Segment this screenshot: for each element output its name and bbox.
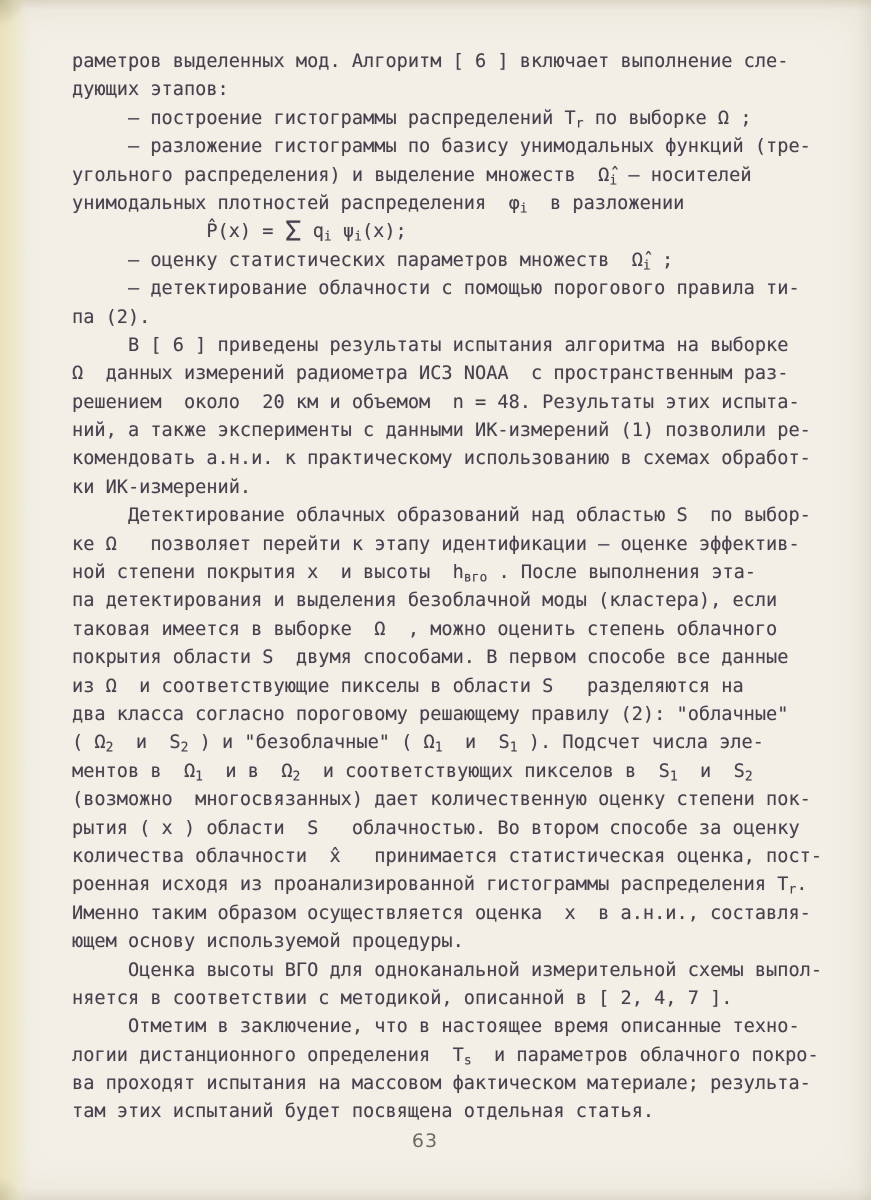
text-line: таковая имеется в выборке Ω , можно оценить степень облачного [72,618,778,640]
text-line: Отметим в заключение, что в настоящее время описанные техно- [72,1016,800,1038]
text-line: раметров выделенных мод. Алгоритм [ 6 ] включает выполнение сле- [72,51,789,72]
text-line: – разложение гистограммы по базису унимодальных функций (тре- [72,136,811,158]
text-line: ментов в $\Omega_1$ и в $\Omega_2$ и соответствующих пикселов в $S_1$ и $S_2$ [72,760,753,785]
text-line: покрытия области S двумя способами. В первом способе все данные [72,647,789,669]
text-line: (возможно многосвязанных) дает количественную оценку степени пок- [72,789,811,811]
text-line: – оценку статистических параметров множеств $\Omegâ_i$ ; [72,249,674,274]
text-line: угольного распределения) и выделение множеств $\Omegâ_i$ – носителей [72,164,752,189]
text-line: па детектирования и выделения безоблачной моды (кластера), если [72,590,778,612]
page-text [72,48,832,1127]
text-line: Ω данных измерений радиометра ИСЗ NOAA с пространственным раз- [72,363,789,385]
text-line: Оценка высоты ВГО для одноканальной измерительной схемы выпол- [72,959,823,981]
text-line: комендовать а.н.и. к практическому использованию в схемах обработ- [72,448,811,470]
text-line: па (2). [72,306,151,328]
text-line: унимодальных плотностей распределения $\varphi_i$ в разложении [72,192,685,217]
text-line: там этих испытаний будет посвящена отдельная статья. [72,1101,655,1123]
text-line: дующих этапов: [72,79,229,101]
page-number: 63 [411,1130,439,1152]
text-line: рытия ( x ) области S облачностью. Во втором способе за оценку [72,817,800,839]
text-line: Именно таким образом осуществляется оценка x в а.н.и., составля- [72,902,811,924]
text-line: P̂(x) = Σ $q_i$ $\psi_i(x)$; [72,214,407,248]
text-line: ющем основу используемой процедуры. [72,931,464,953]
text-line: ной степени покрытия x и высоты $h_{вго}$ . После выполнения эта- [72,562,756,586]
sum-symbol: Σ [284,214,302,248]
text-line: няется в соответствии с методикой, описанной в [ 2, 4, 7 ]. [72,987,733,1009]
text-line: ( $\Omega_2$ и $S_2$ ) и "безоблачные" ( $\Omega_1$ и $S_1$ ). Подсчет числа эле- [72,732,764,757]
text-line: ки ИК-измерений. [72,476,252,498]
text-line: два класса согласно пороговому решающему правилу (2): "облачные" [72,703,789,725]
text-line: – детектирование облачности с помощью порогового правила ти- [72,278,800,300]
text-line: ке Ω позволяет перейти к этапу идентификации – оценке эффектив- [72,533,800,555]
text-line: роенная исходя из проанализированной гистограммы распределения $T_r$. [72,874,808,898]
text-line: из Ω и соответствующие пикселы в области S разделяются на [72,675,744,697]
text-line: количества облачности x̂ принимается статистическая оценка, пост- [72,845,823,867]
text-line: – построение гистограммы распределений $T_r$ по выборке Ω ; [72,107,752,132]
text-line: ва проходят испытания на массовом фактическом материале; результа- [72,1073,811,1095]
text-line: решением около 20 км и объемом n = 48. Результаты этих испыта- [72,391,800,413]
text-line: В [ 6 ] приведены результаты испытания алгоритма на выборке [72,334,789,356]
text-line: Детектирование облачных образований над областью S по выбор- [72,505,811,527]
text-line: ний, а также эксперименты с данными ИК-измерений (1) позволили ре- [72,420,811,442]
text-line: логии дистанционного определения $T_s$ и параметров облачного покро- [72,1044,819,1069]
